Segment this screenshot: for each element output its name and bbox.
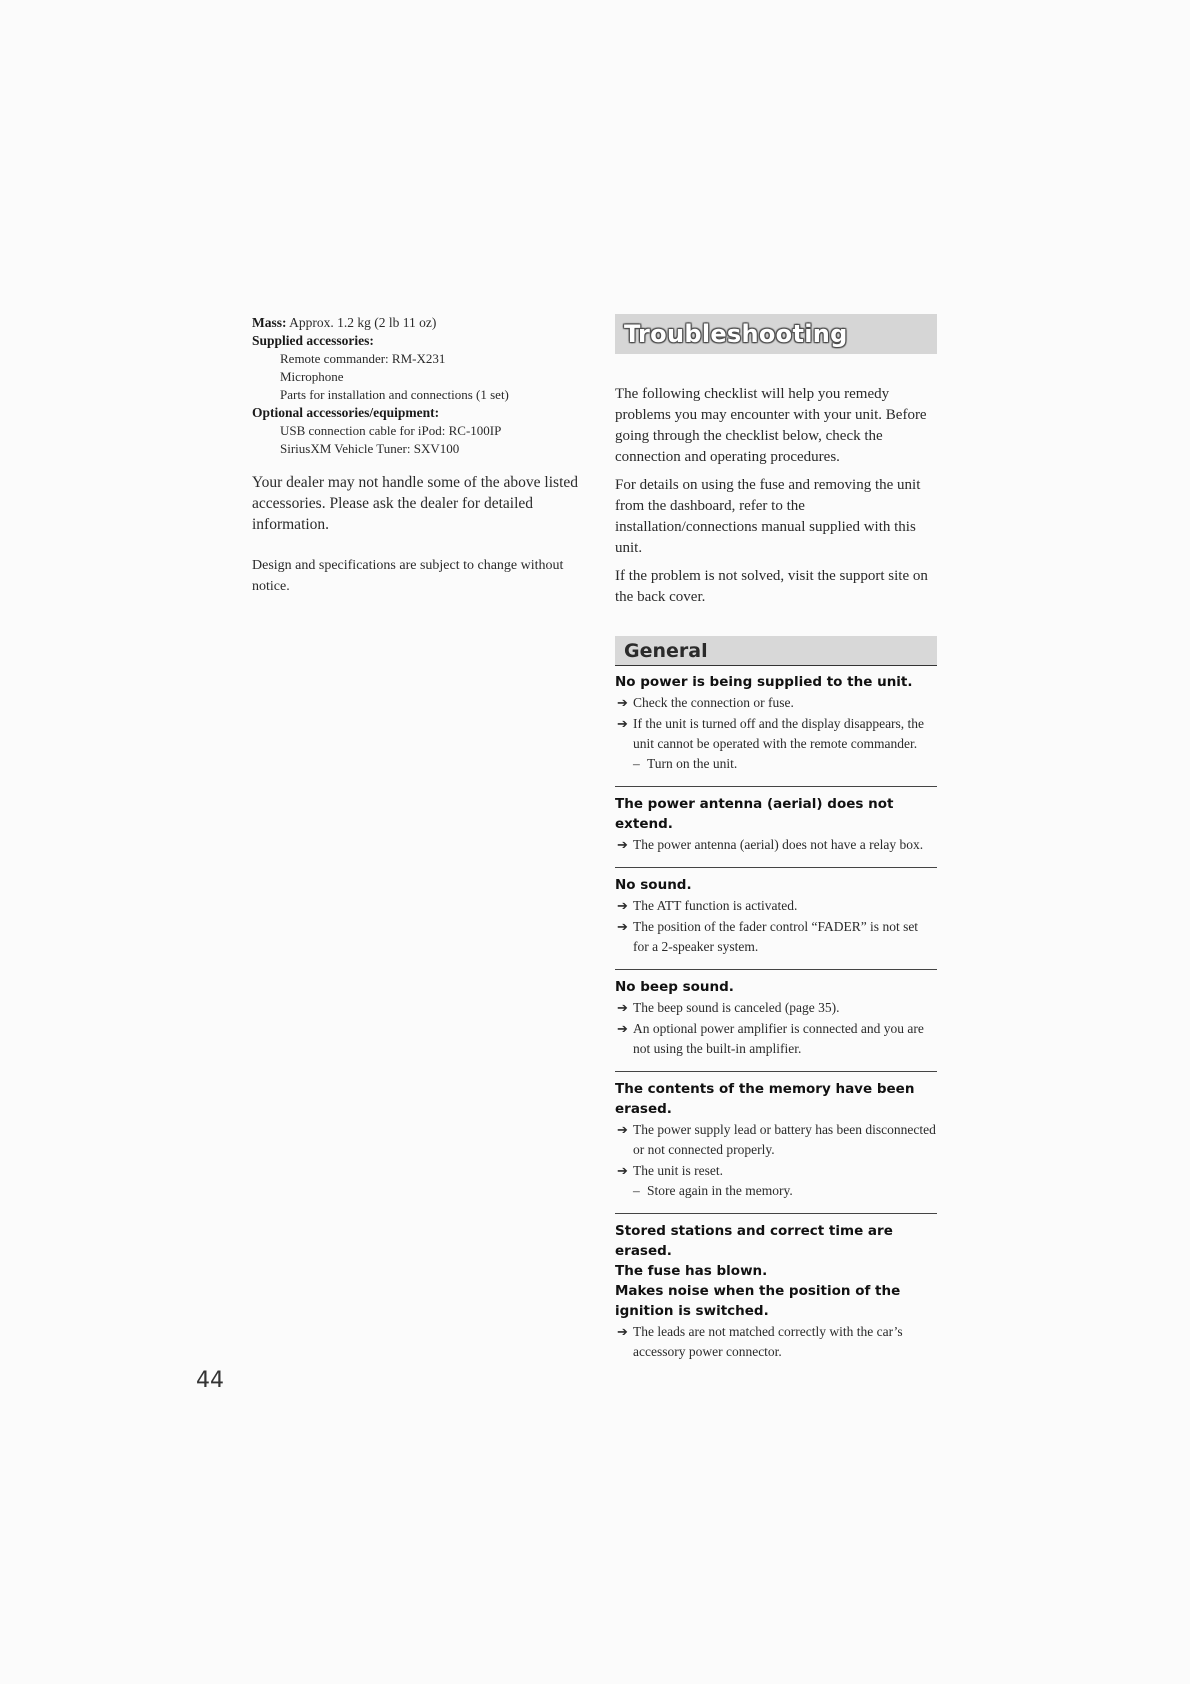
supplied-item: Microphone	[280, 369, 344, 384]
remedy-item: ➔ The leads are not matched correctly with the car’s accessory power connector.	[617, 1324, 903, 1359]
dash-icon: –	[633, 1183, 640, 1198]
remedy-item: ➔ Check the connection or fuse.	[615, 693, 937, 713]
remedy-item: ➔ The power supply lead or battery has been disconnected or not connected properly.	[617, 1122, 936, 1157]
page-number: 44	[196, 1368, 224, 1393]
section-title: General	[624, 639, 708, 662]
arrow-right-icon: ➔	[617, 837, 628, 852]
remedy-item: ➔ The ATT function is activated.	[615, 896, 937, 916]
optional-item: SiriusXM Vehicle Tuner: SXV100	[280, 441, 460, 456]
remedy-item: ➔ If the unit is turned off and the display disappears, the unit cannot be operated with the remote commander.	[617, 716, 925, 751]
supplied-item: Parts for installation and connections (1 set)	[280, 387, 509, 402]
arrow-right-icon: ➔	[617, 1122, 628, 1137]
issue-heading: The fuse has blown.	[615, 1263, 768, 1279]
troubleshooting-title-bar	[615, 314, 937, 354]
intro-paragraph: For details on using the fuse and removing the unit from the dashboard, refer to the installation/connections manual supplied with this unit.	[615, 477, 921, 556]
remedy-item: ➔ The position of the fader control “FADER” is not set for a 2-speaker system.	[617, 919, 919, 954]
issue-heading: The power antenna (aerial) does not extend.	[615, 796, 894, 832]
issue-heading: The contents of the memory have been erased.	[615, 1081, 915, 1117]
issue-block	[615, 672, 937, 774]
dash-icon: –	[633, 756, 640, 771]
sub-remedy: – Turn on the unit.	[615, 754, 937, 774]
arrow-right-icon: ➔	[617, 695, 628, 710]
arrow-right-icon: ➔	[617, 716, 628, 731]
issue-heading: No beep sound.	[615, 979, 734, 995]
supplied-accessories-heading: Supplied accessories:	[252, 333, 374, 348]
optional-item: USB connection cable for iPod: RC-100IP	[280, 423, 502, 438]
supplied-item: Remote commander: RM-X231	[280, 351, 446, 366]
sub-remedy: – Store again in the memory.	[615, 1181, 937, 1201]
general-section-bar	[615, 636, 937, 666]
intro-paragraph: The following checklist will help you remedy problems you may encounter with your unit. Before going through the checklist below, check the connection and operating procedures.	[615, 386, 927, 465]
remedy-item: ➔ The power antenna (aerial) does not have a relay box.	[615, 835, 937, 855]
intro-text	[615, 384, 937, 608]
issue-block	[615, 786, 937, 855]
issue-heading: Stored stations and correct time are erased.	[615, 1223, 893, 1259]
issue-heading: Makes noise when the position of the ignition is switched.	[615, 1283, 901, 1319]
issue-block	[615, 867, 937, 957]
issue-block	[615, 969, 937, 1059]
intro-paragraph: If the problem is not solved, visit the support site on the back cover.	[615, 568, 928, 605]
arrow-right-icon: ➔	[617, 898, 628, 913]
arrow-right-icon: ➔	[617, 1324, 628, 1339]
issue-heading: No power is being supplied to the unit.	[615, 674, 913, 690]
arrow-right-icon: ➔	[617, 1163, 628, 1178]
troubleshooting-column	[615, 314, 937, 1362]
dealer-note: Your dealer may not handle some of the above listed accessories. Please ask the dealer for detailed information.	[252, 474, 578, 533]
issue-block	[615, 1071, 937, 1201]
remedy-item: ➔ An optional power amplifier is connected and you are not using the built-in amplifier.	[617, 1021, 924, 1056]
optional-accessories-heading: Optional accessories/equipment:	[252, 405, 440, 420]
specifications-column	[252, 314, 582, 597]
remedy-item: ➔ The unit is reset.	[615, 1161, 937, 1181]
arrow-right-icon: ➔	[617, 919, 628, 934]
arrow-right-icon: ➔	[617, 1000, 628, 1015]
arrow-right-icon: ➔	[617, 1021, 628, 1036]
issue-heading: No sound.	[615, 877, 692, 893]
mass-value: Approx. 1.2 kg (2 lb 11 oz)	[289, 315, 437, 330]
issue-block	[615, 1213, 937, 1362]
mass-spec	[252, 314, 582, 332]
mass-label: Mass:	[252, 315, 287, 330]
page-title: Troubleshooting	[624, 320, 848, 348]
design-note: Design and specifications are subject to change without notice.	[252, 558, 564, 594]
remedy-item: ➔ The beep sound is canceled (page 35).	[615, 998, 937, 1018]
